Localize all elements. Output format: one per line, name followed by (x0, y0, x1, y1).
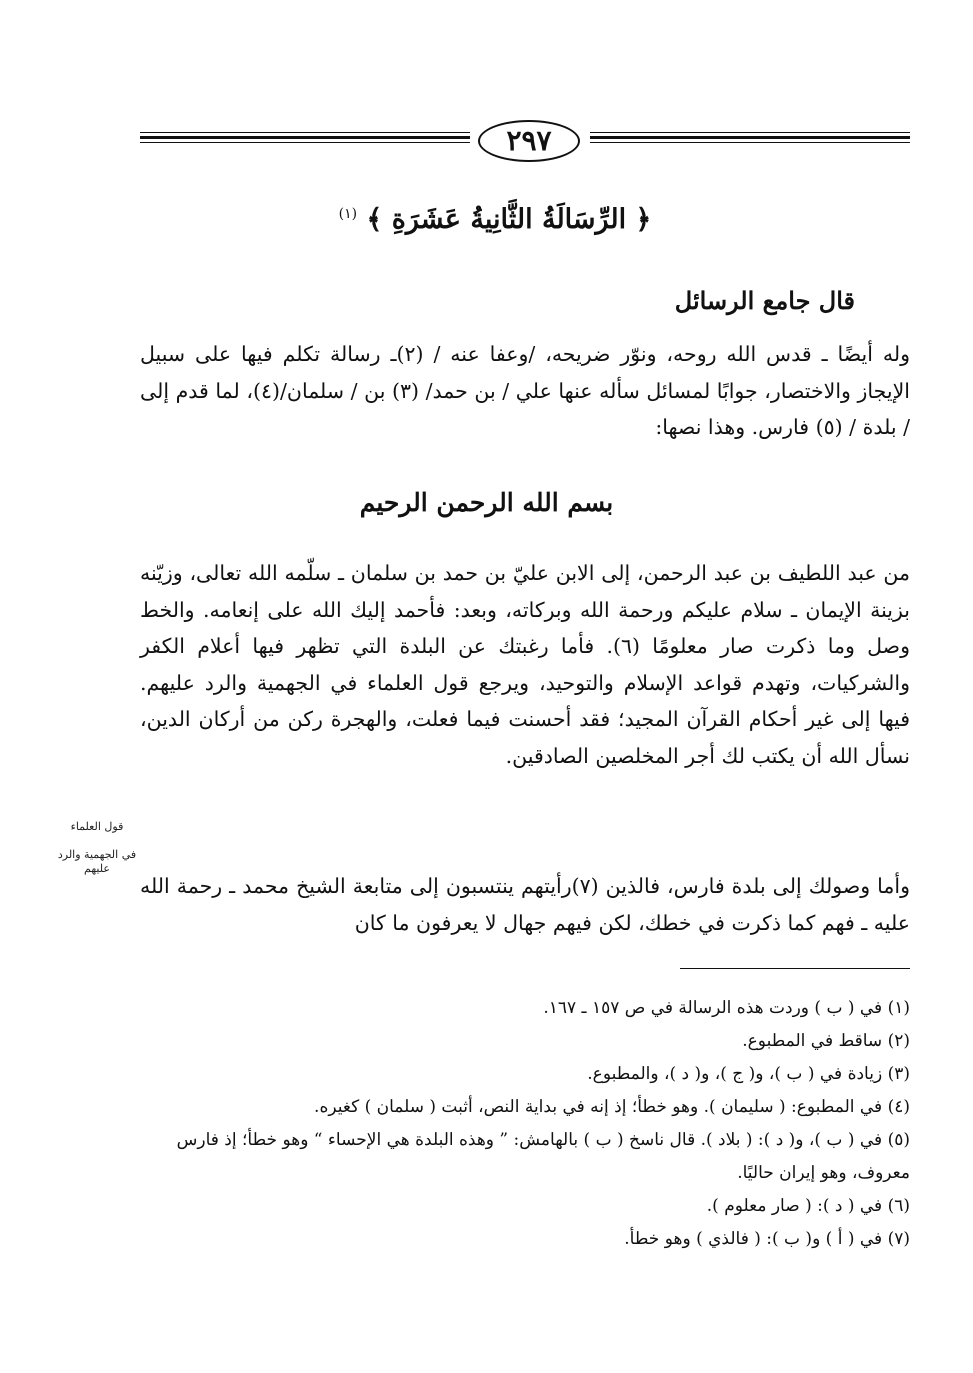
basmala: بسم الله الرحمن الرحيم (359, 488, 614, 517)
footnote-item: (٦) في ( د ): ( صار معلوم ). (706, 1196, 910, 1216)
page-header (140, 118, 910, 164)
footnote-item: (٢) ساقط في المطبوع. (742, 1031, 910, 1051)
letter-title (150, 204, 840, 235)
body-paragraph-1: من عبد اللطيف بن عبد الرحمن، إلى الابن عليّ بن حمد بن سلمان ـ سلّمه الله تعالى، وزيّنه بزينة الإيمان ـ سلام عليكم ورحمة الله وبركاته، وبعد: فأحمد إليك الله على إنعامه. والخط وصل وما ذكرت صار معلومًا (٦). فأما رغبتك عن البلدة التي تظهر فيها أعلام الكفر والشركيات، وتهدم قواعد الإسلام والتوحيد، ويرجع قول العلماء في الجهمية والرد عليهم. فيها إلى غير أحكام القرآن المجيد؛ فقد أحسنت فيما فعلت، والهجرة ركن من أركان الدين، نسأل الله أن يكتب لك أجر المخلصين الصادقين. (140, 561, 910, 768)
margin-note-2: في الجهمية والرد عليهم (57, 848, 137, 875)
footnote-item: (١) في ( ب ) وردت هذه الرسالة في ص ١٥٧ ـ ١٦٧. (543, 998, 910, 1018)
margin-note-1: قول العلماء (70, 820, 124, 833)
page-number: ٢٩٧ (478, 120, 580, 162)
footnote-separator (680, 968, 910, 969)
letter-title-text: ﴿ الرِّسَالَةُ الثَّانِيةُ عَشَرَةِ ﴾ (366, 204, 652, 235)
footnote-item: (٤) في المطبوع: ( سليمان ). وهو خطأ؛ إذ إنه في بداية النص، أثبت ( سلمان ) كغيره. (314, 1097, 910, 1117)
intro-paragraph: وله أيضًا ـ قدس الله روحه، ونوّر ضريحه، /وعفا عنه / (٢)ـ رسالة تكلم فيها على سبيل الإيجاز والاختصار، جوابًا لمسائل سأله عنها علي / بن حمد/ (٣) بن / سلمان/(٤)، لما قدم إلى / بلدة / (٥) فارس. وهذا نصها: (140, 342, 910, 439)
title-footnote-marker: (١) (338, 206, 358, 222)
header-rule-left (140, 132, 470, 148)
footnote-item: (٧) في ( أ ) و( ب ): ( فالذي ) وهو خطأ. (624, 1229, 910, 1249)
footnotes (140, 992, 910, 1256)
body-paragraph-2: وأما وصولك إلى بلدة فارس، فالذين (٧)رأيتهم ينتسبون إلى متابعة الشيخ محمد ـ رحمة الله عليه ـ فهم كما ذكرت في خطك، لكن فيهم جهال لا يعرفون ما كان (140, 874, 911, 935)
header-rule-right (590, 132, 910, 148)
footnote-item: (٣) زيادة في ( ب )، و( ج )، و( د )، والمطبوع. (587, 1064, 910, 1084)
footnote-item: (٥) في ( ب )، و( د ): ( بلاد ). قال ناسخ ( ب ) بالهامش: ” وهذه البلدة هي الإحساء “ وهو خطأ؛ إذ فارس معروف، وهو إيران حاليًا. (176, 1130, 910, 1183)
collector-heading: قال جامع الرسائل (674, 286, 855, 315)
